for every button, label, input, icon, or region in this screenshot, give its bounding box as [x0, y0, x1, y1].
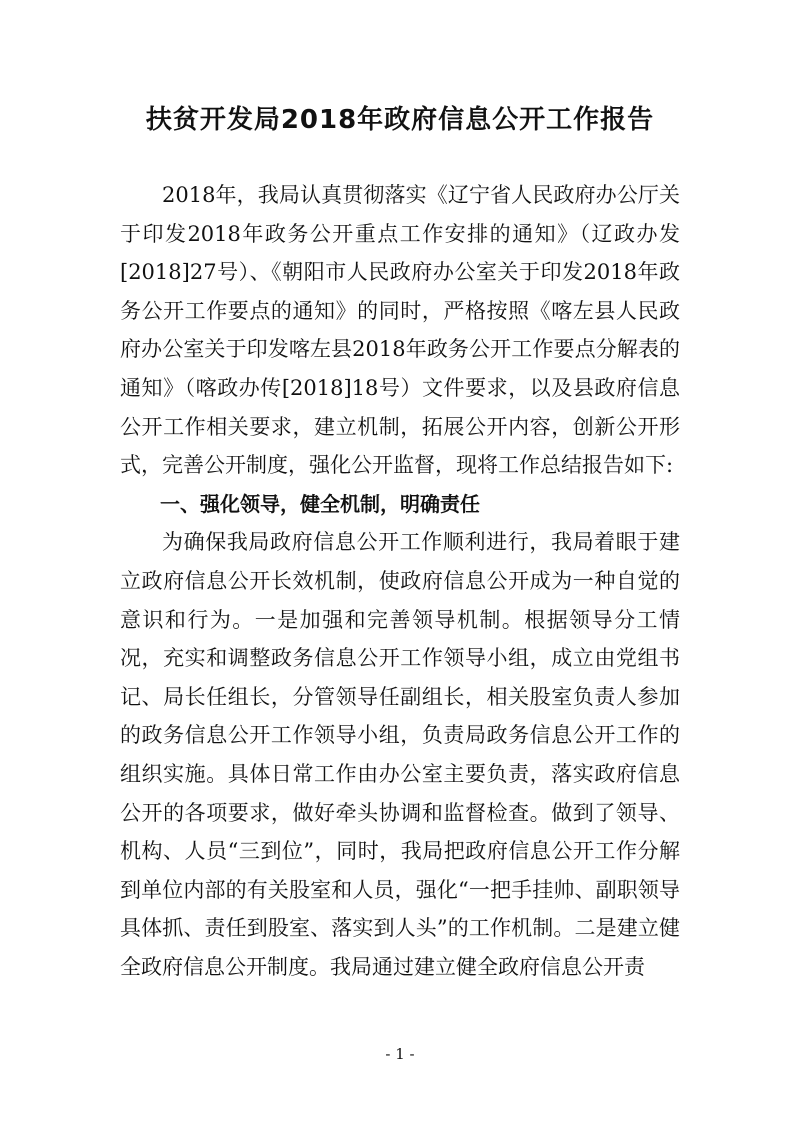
intro-paragraph: 2018年，我局认真贯彻落实《辽宁省人民政府办公厅关于印发2018年政务公开重点工作安排的通知》（辽政办发[2018]27号）、《朝阳市人民政府办公室关于印发2018年政务公开工作要点的通知》的同时，严格按照《喀左县人民政府办公室关于印发喀左县2018年政务公开工作要点分解表的通知》（喀政办传[2018]18号）文件要求，以及县政府信息公开工作相关要求，建立机制，拓展公开内容，创新公开形式，完善公开制度，强化公开监督，现将工作总结报告如下: [120, 183, 680, 478]
document-body [120, 176, 680, 986]
document-title: 扶贫开发局2018年政府信息公开工作报告 [145, 105, 655, 135]
section-heading: 一、强化领导，健全机制，明确责任 [160, 491, 480, 516]
page-number: - 1 - [385, 1045, 415, 1063]
section-paragraph: 为确保我局政府信息公开工作顺利进行，我局着眼于建立政府信息公开长效机制，使政府信息公开成为一种自觉的意识和行为。一是加强和完善领导机制。根据领导分工情况，充实和调整政务信息公开工作领导小组，成立由党组书记、局长任组长，分管领导任副组长，相关股室负责人参加的政务信息公开工作领导小组，负责局政务信息公开工作的组织实施。具体日常工作由办公室主要负责，落实政府信息公开的各项要求，做好牵头协调和监督检查。做到了领导、机构、人员“三到位”，同时，我局把政府信息公开工作分解到单位内部的有关股室和人员，强化“一把手挂帅、副职领导具体抓、责任到股室、落实到人头”的工作机制。二是建立健全政府信息公开制度。我局通过建立健全政府信息公开责 [120, 530, 680, 979]
